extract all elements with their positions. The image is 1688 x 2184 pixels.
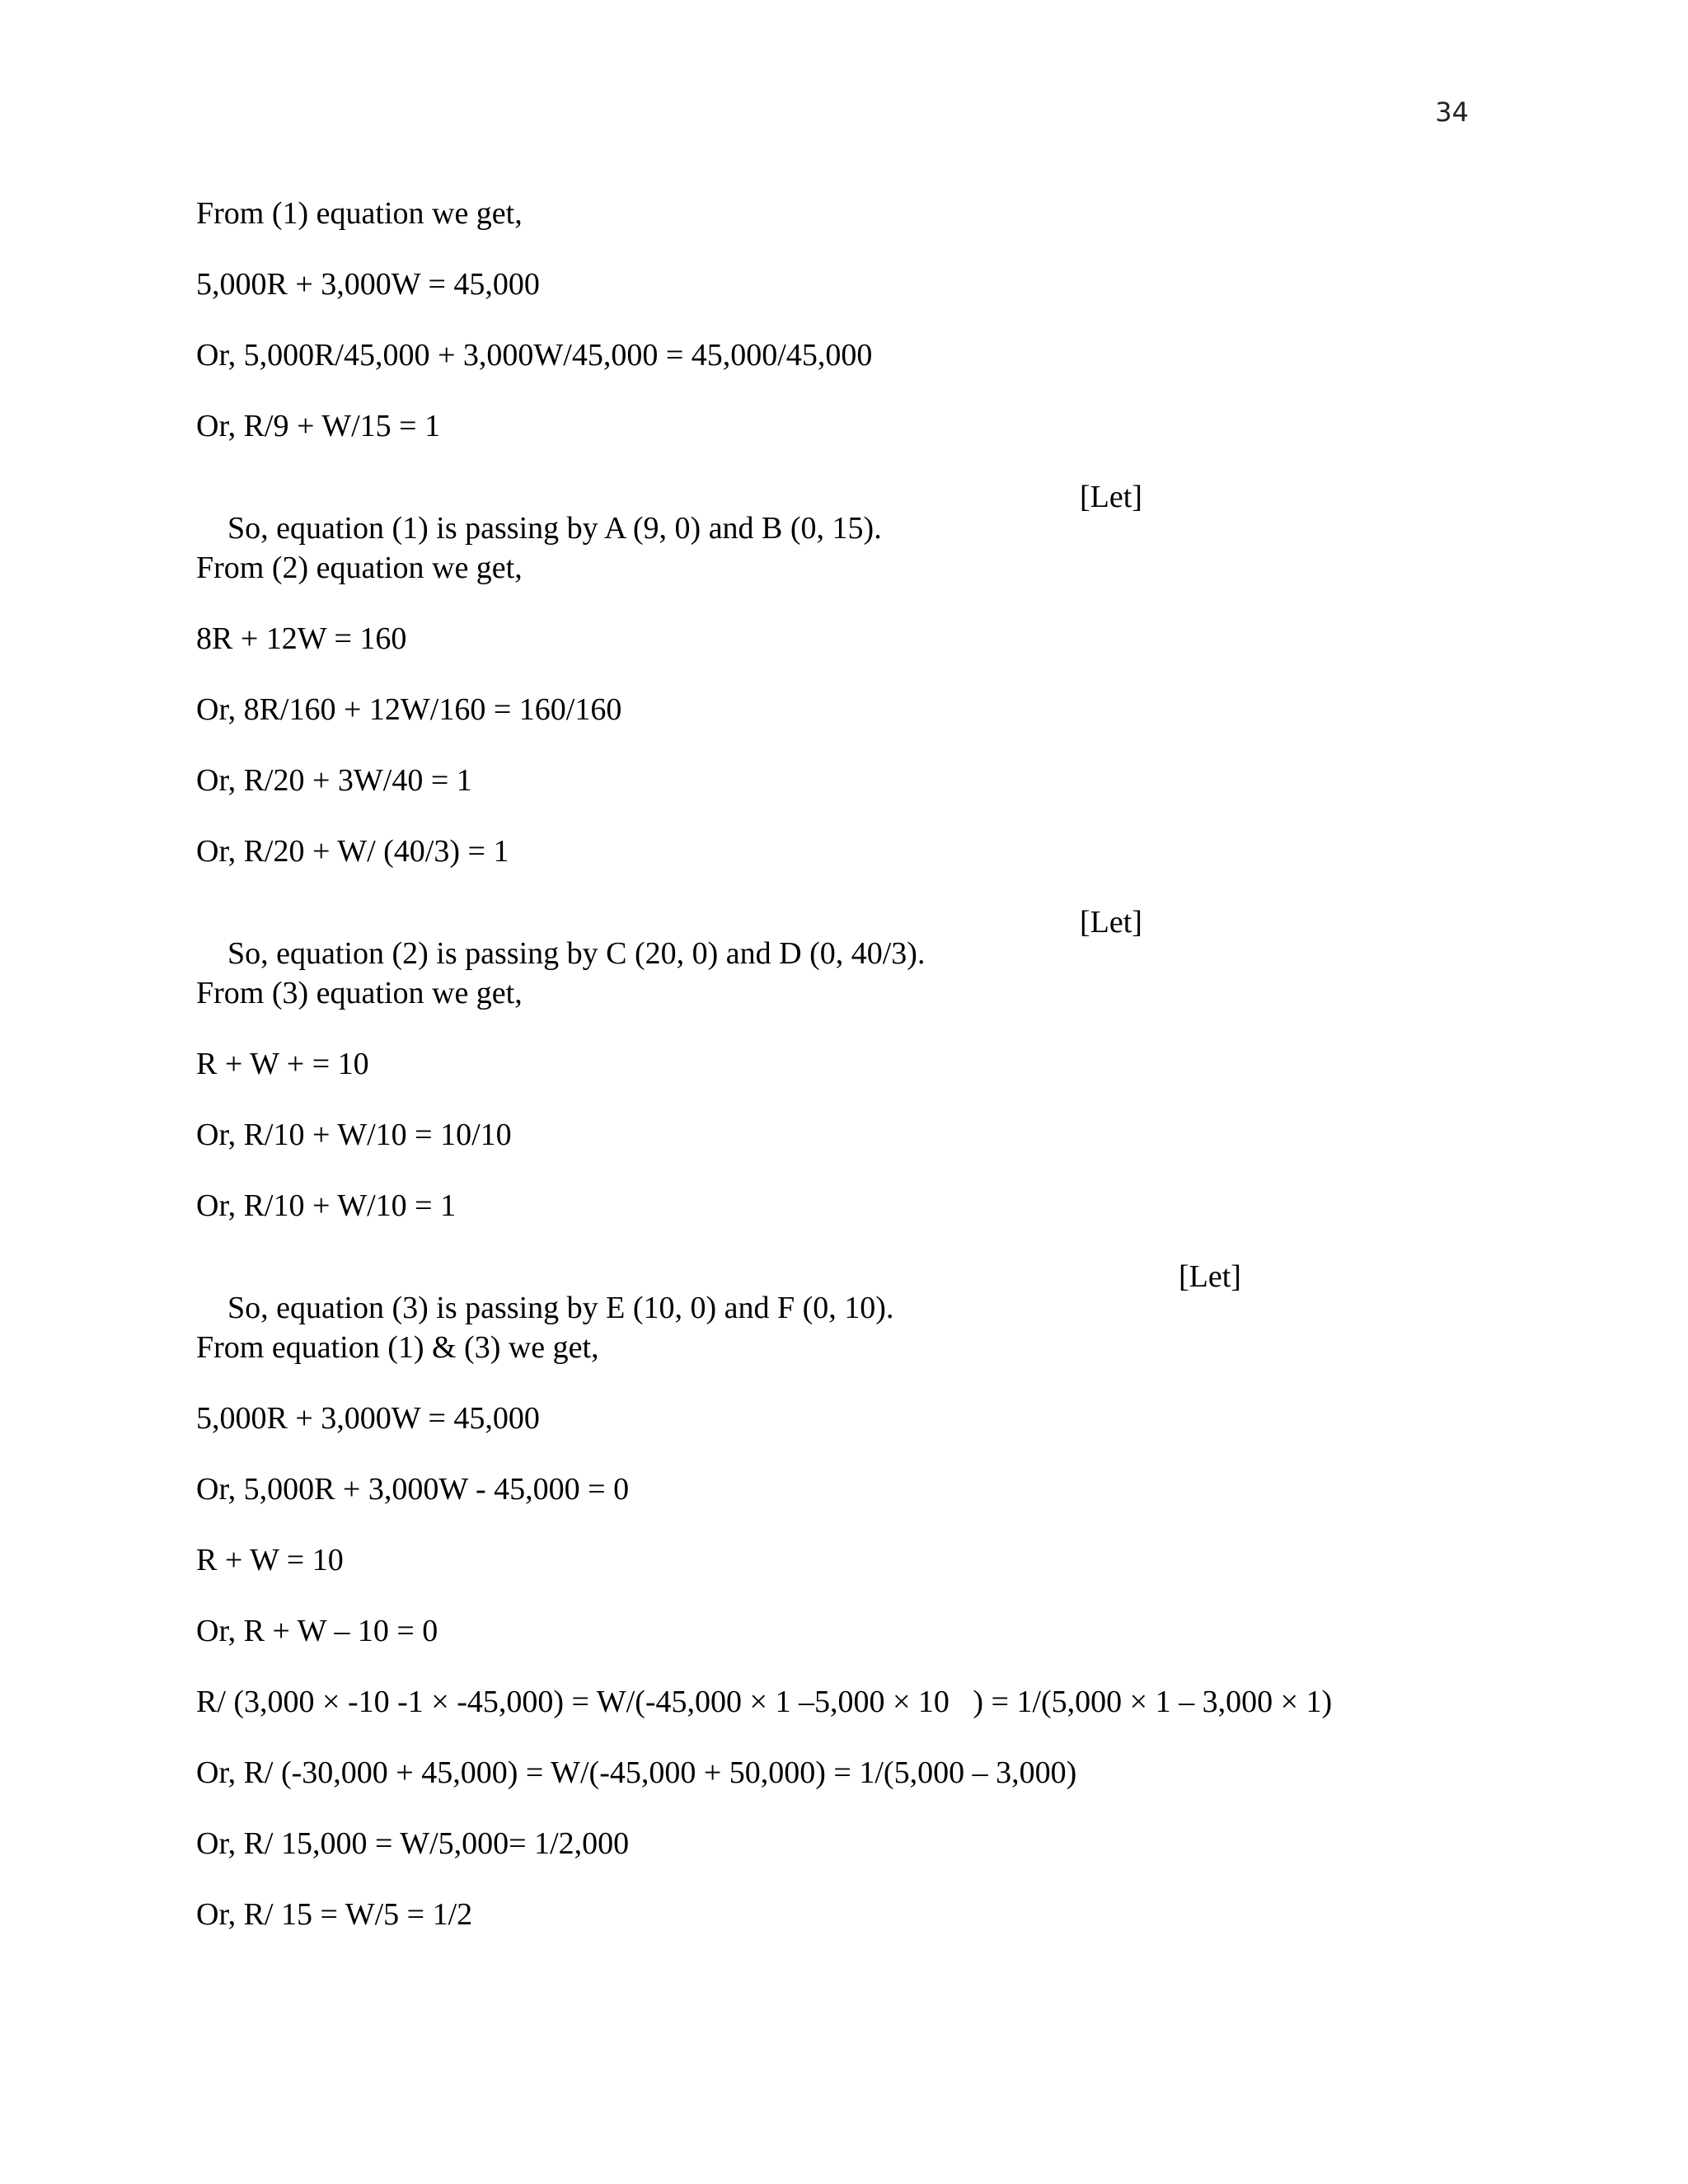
text-line [196, 198, 1515, 269]
text-line [196, 1686, 1515, 1757]
text-line [196, 269, 1515, 340]
line-text: From (3) equation we get, [196, 976, 523, 1010]
text-line [196, 1474, 1515, 1544]
line-text: R/ (3,000 × -10 -1 × -45,000) = W/(-45,000 × 1 –5,000 × 10 ) = 1/(5,000 × 1 – 3,000 × 1) [196, 1685, 1333, 1719]
line-text: Or, R/ 15,000 = W/5,000= 1/2,000 [196, 1826, 630, 1861]
text-line [196, 623, 1515, 694]
line-text: R + W = 10 [196, 1543, 344, 1577]
line-text: Or, R/20 + 3W/40 = 1 [196, 763, 472, 798]
text-line [196, 481, 1515, 552]
line-text: Or, 5,000R + 3,000W - 45,000 = 0 [196, 1472, 630, 1507]
text-line [196, 1119, 1515, 1190]
text-line [196, 694, 1515, 765]
text-line [196, 1261, 1515, 1332]
text-line [196, 836, 1515, 907]
page-number: 34 [1435, 96, 1469, 128]
line-text: Or, R + W – 10 = 0 [196, 1614, 438, 1648]
line-text: R + W + = 10 [196, 1047, 369, 1081]
line-text: 8R + 12W = 160 [196, 621, 407, 656]
text-line [196, 1828, 1515, 1899]
document-body [196, 198, 1515, 1970]
line-text: So, equation (3) is passing by E (10, 0) and F (0, 10). [227, 1291, 894, 1325]
line-text: Or, 8R/160 + 12W/160 = 160/160 [196, 692, 622, 727]
text-line [196, 977, 1515, 1048]
text-line [196, 1757, 1515, 1828]
text-line [196, 1403, 1515, 1474]
line-text: Or, 5,000R/45,000 + 3,000W/45,000 = 45,000/45,000 [196, 338, 873, 373]
line-text: From (1) equation we get, [196, 196, 523, 231]
let-note: [Let] [1080, 905, 1142, 940]
text-line [196, 1615, 1515, 1686]
text-line [196, 1190, 1515, 1261]
text-line [196, 552, 1515, 623]
line-text: Or, R/10 + W/10 = 10/10 [196, 1118, 512, 1152]
line-text: 5,000R + 3,000W = 45,000 [196, 1401, 540, 1436]
line-text: Or, R/ (-30,000 + 45,000) = W/(-45,000 + 50,000) = 1/(5,000 – 3,000) [196, 1755, 1077, 1790]
text-line [196, 1048, 1515, 1119]
line-text: So, equation (2) is passing by C (20, 0) and D (0, 40/3). [227, 936, 926, 971]
let-note: [Let] [1179, 1259, 1241, 1294]
text-line [196, 1332, 1515, 1403]
let-note: [Let] [1080, 480, 1142, 514]
text-line [196, 410, 1515, 481]
line-text: Or, R/10 + W/10 = 1 [196, 1188, 457, 1223]
line-text: 5,000R + 3,000W = 45,000 [196, 267, 540, 302]
text-line [196, 1899, 1515, 1970]
text-line [196, 1544, 1515, 1615]
text-line [196, 765, 1515, 836]
line-text: Or, R/ 15 = W/5 = 1/2 [196, 1897, 473, 1932]
line-text: Or, R/9 + W/15 = 1 [196, 409, 441, 443]
line-text: Or, R/20 + W/ (40/3) = 1 [196, 834, 509, 869]
text-line [196, 907, 1515, 977]
line-text: So, equation (1) is passing by A (9, 0) and B (0, 15). [227, 511, 882, 546]
line-text: From equation (1) & (3) we get, [196, 1330, 599, 1365]
line-text: From (2) equation we get, [196, 551, 523, 585]
text-line [196, 340, 1515, 410]
